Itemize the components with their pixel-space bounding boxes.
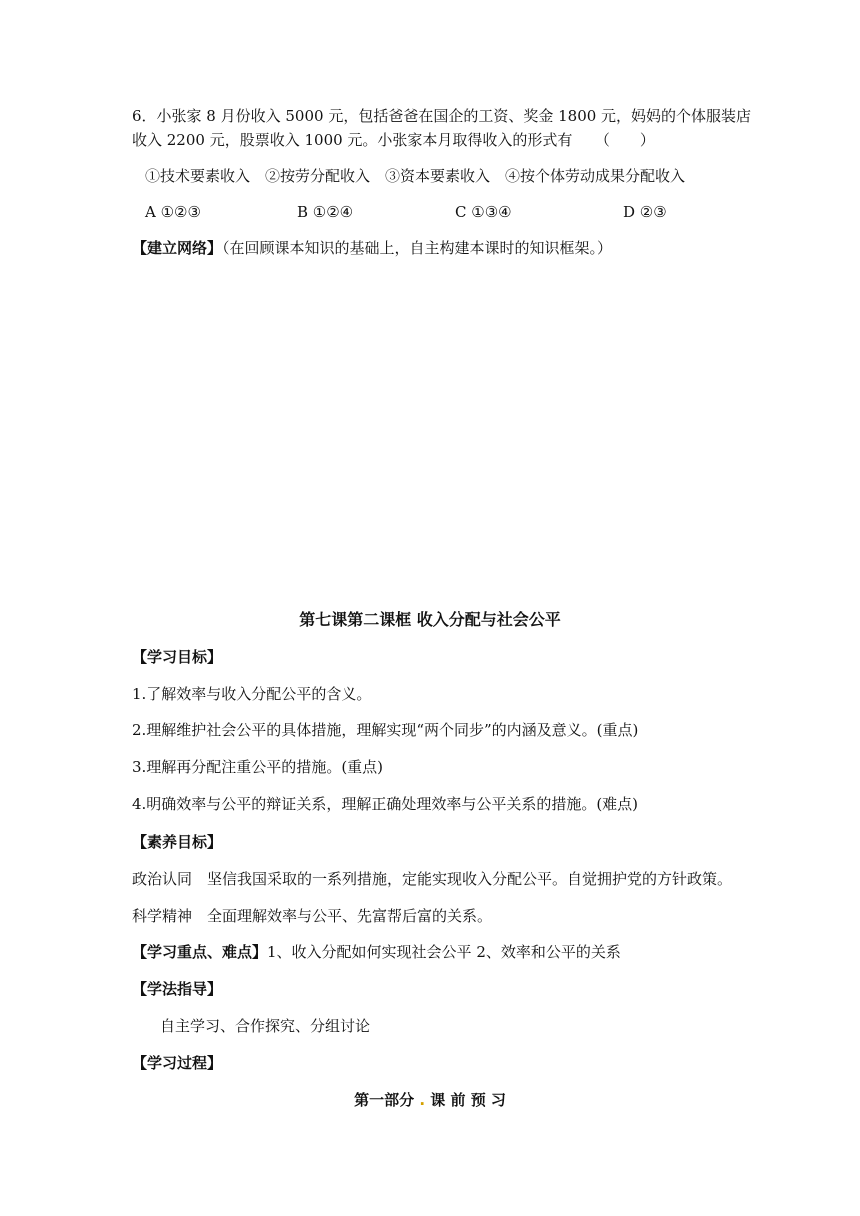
part-one-label: 第一部分 (354, 1091, 415, 1109)
key-points-heading: 【学习重点、难点】 (132, 943, 268, 961)
question-6-line-1: 6．小张家 8 月份收入 5000 元，包括爸爸在国企的工资、奖金 1800 元，妈妈的个体服装店 (132, 107, 752, 125)
option-b: B ①②④ (297, 203, 354, 221)
option-c: C ①③④ (455, 203, 512, 221)
literacy-item-1: 政治认同 坚信我国采取的一系列措施，定能实现收入分配公平。自觉拥护党的方针政策。 (132, 870, 733, 888)
question-6-line-2: 收入 2200 元，股票收入 1000 元。小张家本月取得收入的形式有 （ ） (132, 131, 655, 149)
goal-item-4: 4.明确效率与公平的辩证关系，理解正确处理效率与公平关系的措施。(难点) (132, 795, 639, 813)
part-one-heading (0, 1090, 860, 1110)
goals-heading: 【学习目标】 (132, 648, 223, 666)
network-heading: 【建立网络】 (132, 239, 223, 257)
network-instruction: （在回顾课本知识的基础上，自主构建本课时的知识框架。） (222, 239, 613, 257)
process-heading: 【学习过程】 (132, 1054, 223, 1072)
option-d: D ②③ (623, 203, 667, 221)
option-a: A ①②③ (145, 203, 201, 221)
literacy-heading: 【素养目标】 (132, 833, 223, 851)
method-text: 自主学习、合作探究、分组讨论 (160, 1017, 371, 1035)
part-one-dot: . (419, 1091, 426, 1109)
network-section (132, 238, 612, 258)
lesson-title: 第七课第二课框 收入分配与社会公平 (299, 610, 561, 629)
goal-item-3: 3.理解再分配注重公平的措施。(重点) (132, 758, 384, 776)
goal-item-1: 1.了解效率与收入分配公平的含义。 (132, 685, 372, 703)
question-6-statements: ①技术要素收入 ②按劳分配收入 ③资本要素收入 ④按个体劳动成果分配收入 (145, 167, 686, 185)
goal-item-2: 2.理解维护社会公平的具体措施，理解实现“两个同步”的内涵及意义。(重点) (132, 721, 639, 739)
key-points-text: 1、收入分配如何实现社会公平 2、效率和公平的关系 (267, 943, 621, 961)
part-one-subtitle: 课 前 预 习 (430, 1091, 506, 1109)
method-heading: 【学法指导】 (132, 980, 223, 998)
key-points-section (132, 942, 621, 962)
literacy-item-2: 科学精神 全面理解效率与公平、先富帮后富的关系。 (132, 907, 493, 925)
